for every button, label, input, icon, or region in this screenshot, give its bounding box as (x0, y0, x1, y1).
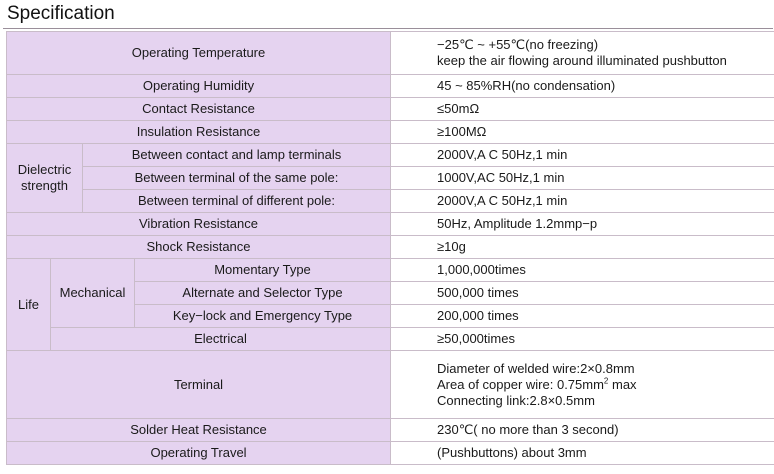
spec-label: Terminal (7, 351, 391, 419)
spec-value: 200,000 times (391, 305, 774, 328)
specification-table (6, 31, 774, 465)
title-divider (3, 28, 773, 29)
spec-label: Solder Heat Resistance (7, 419, 391, 442)
spec-value-line: −25℃ ~ +55℃(no freezing) (437, 37, 599, 52)
spec-sublabel: Momentary Type (135, 259, 391, 282)
spec-value: ≥100MΩ (391, 121, 774, 144)
spec-sublabel: Alternate and Selector Type (135, 282, 391, 305)
label-line: strength (21, 178, 68, 193)
table-row (7, 144, 774, 167)
spec-value: ≥50,000times (391, 328, 774, 351)
spec-label: Vibration Resistance (7, 213, 391, 236)
table-row (7, 328, 774, 351)
life-label: Life (7, 259, 51, 351)
spec-value-line: Diameter of welded wire:2×0.8mm (437, 360, 635, 376)
label-line: Dielectric (17, 162, 72, 177)
value-text: Area of copper wire: 0.75mm (437, 376, 604, 392)
spec-value-line (437, 377, 768, 393)
table-row (7, 75, 774, 98)
spec-value: ≤50mΩ (391, 98, 774, 121)
table-row (7, 32, 774, 75)
table-row (7, 259, 774, 282)
table-row (7, 442, 774, 465)
spec-label: Contact Resistance (7, 98, 391, 121)
spec-value-line: keep the air flowing around illuminated pushbutton (437, 53, 727, 68)
spec-sublabel: Between terminal of different pole: (83, 190, 391, 213)
dielectric-strength-label (7, 144, 83, 213)
spec-label: Insulation Resistance (7, 121, 391, 144)
spec-label: Operating Humidity (7, 75, 391, 98)
spec-value: 500,000 times (391, 282, 774, 305)
spec-value: 50Hz, Amplitude 1.2mmp−p (391, 213, 774, 236)
table-row (7, 213, 774, 236)
spec-sublabel: Between contact and lamp terminals (83, 144, 391, 167)
spec-value: 230℃( no more than 3 second) (391, 419, 774, 442)
superscript: 2 (603, 376, 609, 386)
spec-value (391, 351, 774, 419)
table-row (7, 236, 774, 259)
spec-value: 1,000,000times (391, 259, 774, 282)
spec-value: (Pushbuttons) about 3mm (391, 442, 774, 465)
spec-sublabel: Electrical (51, 328, 391, 351)
value-text: max (608, 376, 637, 392)
spec-value: ≥10g (391, 236, 774, 259)
table-row (7, 190, 774, 213)
table-row (7, 121, 774, 144)
spec-label: Operating Travel (7, 442, 391, 465)
spec-value (391, 32, 774, 75)
table-row (7, 167, 774, 190)
spec-value-line: Connecting link:2.8×0.5mm (437, 392, 595, 408)
spec-value: 2000V,A C 50Hz,1 min (391, 190, 774, 213)
spec-value: 1000V,AC 50Hz,1 min (391, 167, 774, 190)
table-row (7, 419, 774, 442)
table-row (7, 351, 774, 419)
page-title: Specification (7, 3, 115, 24)
table-row (7, 98, 774, 121)
spec-sublabel: Key−lock and Emergency Type (135, 305, 391, 328)
spec-value: 45 ~ 85%RH(no condensation) (391, 75, 774, 98)
spec-sublabel: Between terminal of the same pole: (83, 167, 391, 190)
mechanical-label: Mechanical (51, 259, 135, 328)
spec-label: Shock Resistance (7, 236, 391, 259)
spec-label: Operating Temperature (7, 32, 391, 75)
spec-value: 2000V,A C 50Hz,1 min (391, 144, 774, 167)
